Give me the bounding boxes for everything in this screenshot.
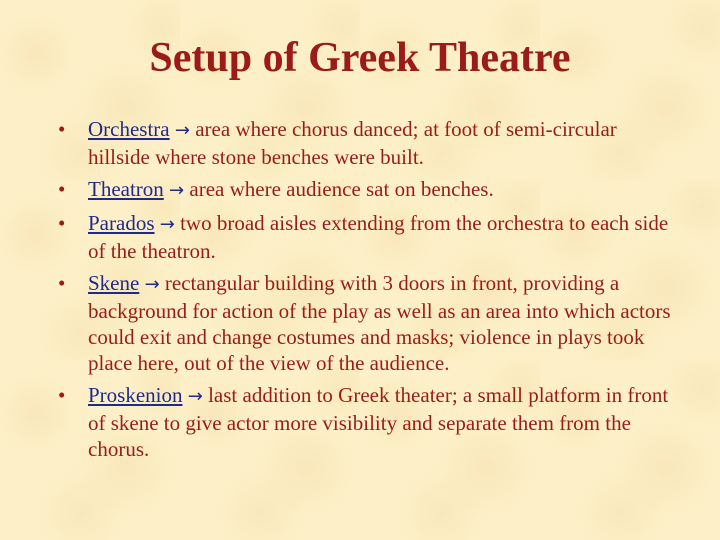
arrow-right-icon: →	[187, 386, 203, 407]
term-parados: Parados	[88, 211, 155, 235]
arrow-right-icon: →	[169, 180, 185, 201]
bullet-orchestra	[56, 116, 676, 170]
arrow-right-icon: →	[174, 120, 190, 141]
bullet-marker: •	[58, 117, 66, 141]
term-orchestra: Orchestra	[88, 117, 170, 141]
bullet-marker: •	[58, 383, 66, 407]
term-proskenion: Proskenion	[88, 383, 183, 407]
bullet-proskenion	[56, 382, 676, 462]
arrow-right-icon: →	[144, 274, 160, 295]
bullet-list	[56, 116, 676, 468]
bullet-skene	[56, 270, 676, 376]
bullet-text: rectangular building with 3 doors in front, providing a background for action of the play as well as an area into which actors could exit and change costumes and masks; violence in plays took place here, out of the view of the audience.	[88, 271, 671, 375]
bullet-text: area where audience sat on benches.	[189, 177, 494, 201]
bullet-marker: •	[58, 211, 66, 235]
bullet-text: last addition to Greek theater; a small platform in front of skene to give actor more visibility and separate them from the chorus.	[88, 383, 669, 461]
slide-title: Setup of Greek Theatre	[149, 35, 571, 81]
bullet-text: two broad aisles extending from the orchestra to each side of the theatron.	[88, 211, 669, 263]
bullet-text: area where chorus danced; at foot of semi-circular hillside where stone benches were built.	[88, 117, 617, 169]
arrow-right-icon: →	[159, 214, 175, 235]
term-theatron: Theatron	[88, 177, 164, 201]
bullet-theatron	[56, 176, 676, 204]
term-skene: Skene	[88, 271, 140, 295]
bullet-parados	[56, 210, 676, 264]
bullet-marker: •	[58, 271, 66, 295]
bullet-marker: •	[58, 177, 66, 201]
